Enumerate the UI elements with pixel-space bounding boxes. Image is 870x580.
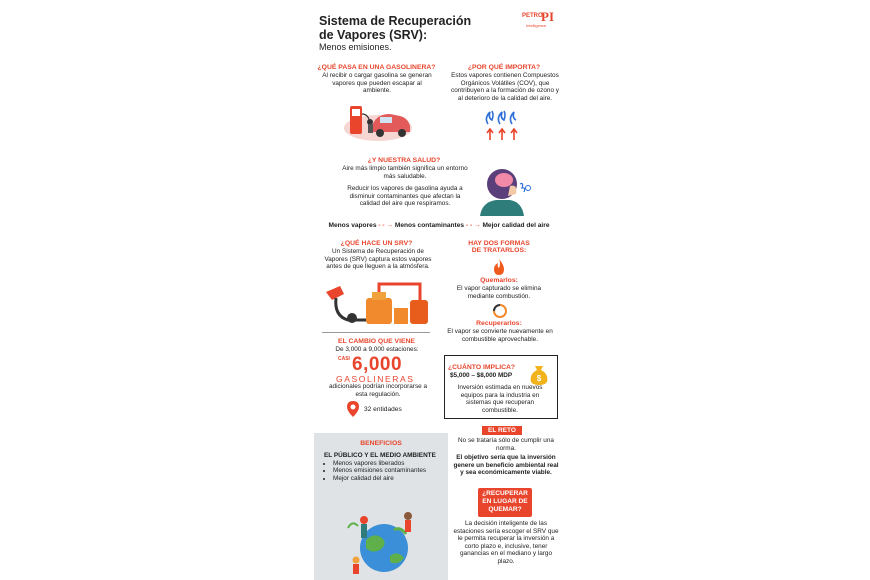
- reto-text-1: No se trataría sólo de cumplir una norma.: [458, 437, 554, 452]
- infographic-page: [314, 0, 564, 580]
- gasolineras-label: GASOLINERAS: [336, 374, 415, 384]
- cambio-text-2: adicionales podrían incorporarse a esta regulación.: [328, 383, 428, 398]
- arrow-right-icon: - - →: [378, 222, 393, 229]
- breathing-person-illustration: [474, 162, 536, 216]
- quemarlos-text: El vapor capturado se elimina mediante combustión.: [456, 285, 542, 300]
- por-que-heading: ¿POR QUÉ IMPORTA?: [467, 64, 541, 71]
- por-que-text: Estos vapores contienen Compuestos Orgánicos Volátiles (COV), que contribuyen a la formación de ozono y al deterioro de la calidad del aire.: [451, 72, 559, 102]
- que-hace-text: Un Sistema de Recuperación de Vapores (SRV) captura estos vapores antes de que lleguen a la atmósfera.: [324, 248, 432, 271]
- money-bag-icon: [527, 360, 551, 386]
- reto-text-3: La decisión inteligente de las estaciones sería escoger el SRV que le permita recuperar la inversión a corto plazo e, inclusive, tener ganancias en el mediano y largo plazo.: [453, 520, 559, 565]
- que-pasa-text: Al recibir o cargar gasolina se generan vapores que pueden escapar al ambiente.: [322, 72, 432, 95]
- earth-people-illustration: [344, 500, 424, 576]
- salud-heading: ¿Y NUESTRA SALUD?: [367, 157, 441, 164]
- flame-icon: [491, 258, 507, 276]
- beneficios-subheading: EL PÚBLICO Y EL MEDIO AMBIENTE: [324, 452, 436, 459]
- impact-flow: [314, 222, 564, 229]
- cuanto-range: $5,000 – $8,000 MDP: [450, 372, 513, 379]
- reto-tag: EL RETO: [482, 426, 522, 435]
- map-pin-icon: [346, 400, 360, 418]
- recuperarlos-text: El vapor se convierte nuevamente en combustible aprovechable.: [447, 328, 553, 343]
- cambio-heading: EL CAMBIO QUE VIENE: [338, 338, 415, 345]
- page-title: Sistema de Recuperación de Vapores (SRV):: [319, 14, 472, 42]
- entidades-label: 32 entidades: [364, 406, 402, 413]
- vapor-flames-icon: [480, 110, 520, 144]
- beneficios-heading: BENEFICIOS: [360, 440, 402, 447]
- salud-text-2: Reducir los vapores de gasolina ayuda a disminuir contaminantes que afectan la calidad del aire que respiramos.: [347, 185, 463, 208]
- petro-pi-logo: PETRO PI Intelligence: [522, 9, 554, 28]
- section-divider: [322, 332, 430, 333]
- recycle-icon: [492, 303, 508, 319]
- flow-step-2: Menos contaminantes: [394, 222, 465, 229]
- recuperar-pill: ¿RECUPERAR EN LUGAR DE QUEMAR?: [478, 488, 532, 517]
- reto-text-2: El objetivo sería que la inversión genere un beneficio ambiental real y sea económicamente viable.: [453, 454, 559, 477]
- beneficios-list: [324, 460, 443, 482]
- cuanto-text: Inversión estimada en nuevos equipos para la industria en sistemas que recuperan combustible.: [457, 384, 543, 414]
- page-subtitle: Menos emisiones.: [319, 42, 392, 52]
- list-item: • Menos emisiones contaminantes: [333, 467, 443, 474]
- gasolineras-count: 6,000: [352, 354, 403, 375]
- que-pasa-heading: ¿QUÉ PASA EN UNA GASOLINERA?: [317, 64, 436, 71]
- list-item: • Mejor calidad del aire: [333, 475, 443, 482]
- flow-step-3: Mejor calidad del aire: [482, 222, 550, 229]
- cambio-text: De 3,000 a 9,000 estaciones:: [335, 346, 419, 353]
- dos-formas-heading: HAY DOS FORMAS DE TRATARLOS:: [468, 240, 530, 254]
- quemarlos-label: Quemarlos:: [480, 277, 518, 284]
- flow-step-1: Menos vapores: [328, 222, 377, 229]
- que-hace-heading: ¿QUÉ HACE UN SRV?: [340, 240, 413, 247]
- list-item: • Menos vapores liberados: [333, 460, 443, 467]
- salud-text-1: Aire más limpio también significa un entorno más saludable.: [342, 165, 468, 180]
- casi-label: CASI: [338, 356, 350, 362]
- cuanto-heading: ¿CUÁNTO IMPLICA?: [448, 364, 516, 371]
- arrow-right-icon: - - →: [465, 222, 481, 229]
- recuperarlos-label: Recuperarlos:: [476, 320, 522, 327]
- svg-text:$: $: [536, 374, 542, 383]
- gas-station-car-illustration: [342, 96, 414, 142]
- vapor-recovery-system-illustration: [322, 282, 432, 328]
